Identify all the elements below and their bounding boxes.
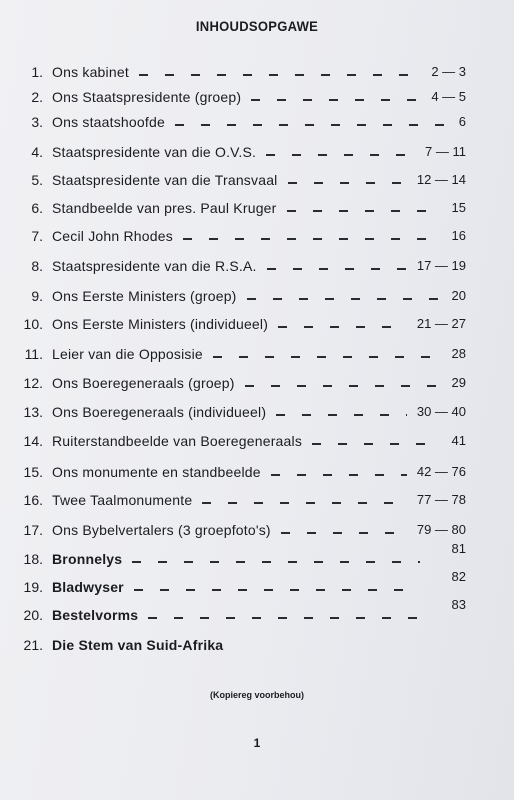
toc-entry-label: Ruiterstandbeelde van Boeregeneraals [52, 433, 303, 449]
toc-entry [0, 196, 514, 220]
toc-entry-number: 16. [23, 492, 43, 508]
toc-entry [0, 371, 514, 395]
toc-entry-label: Standbeelde van pres. Paul Kruger [52, 200, 277, 216]
toc-entry [0, 110, 514, 134]
toc-leader-dots [175, 124, 449, 126]
toc-entry-pages: 2 — 3 [431, 64, 466, 79]
toc-entry [0, 312, 514, 336]
toc-entry-label: Staatspresidente van die R.S.A. [52, 258, 257, 274]
toc-entry-pages: 79 — 80 [416, 522, 466, 537]
toc-leader-dots [245, 385, 442, 387]
toc-entry-label: Ons Eerste Ministers (individueel) [52, 316, 269, 332]
toc-entry [0, 488, 514, 512]
toc-leader-dots [247, 298, 442, 300]
toc-entry-number: 8. [31, 258, 43, 274]
toc-leader-dots [183, 238, 442, 240]
toc-entry-number: 18. [23, 551, 43, 567]
toc-leader-dots [139, 74, 421, 76]
toc-leader-dots [287, 210, 442, 212]
toc-leader-dots [288, 182, 407, 184]
toc-leader-dots [281, 532, 407, 534]
toc-leader-dots [267, 268, 407, 270]
toc-entry-number: 3. [31, 114, 43, 130]
toc-entry-pages: 17 — 19 [416, 258, 466, 273]
toc-entry-pages: 7 — 11 [425, 144, 466, 159]
toc-entry-pages: 41 [451, 433, 466, 448]
toc-entry-pages: 21 — 27 [416, 316, 466, 331]
toc-entry [0, 597, 514, 627]
toc-entry-number: 5. [31, 172, 43, 188]
toc-entry-pages: 15 [451, 200, 466, 215]
toc-entry-pages: 77 — 78 [416, 492, 466, 507]
toc-entry-number: 7. [31, 228, 43, 244]
toc-leader-dots [213, 356, 442, 358]
toc-entry-pages: 81 [451, 541, 466, 556]
toc-entry-label: Ons Bybelvertalers (3 groepfoto's) [52, 522, 271, 538]
toc-leader-dots [134, 589, 420, 591]
toc-entry-label: Ons Eerste Ministers (groep) [52, 288, 237, 304]
toc-entry-label: Ons Boeregeneraals (individueel) [52, 404, 267, 420]
toc-entry-number: 15. [23, 464, 43, 480]
toc-entry-number: 12. [23, 375, 43, 391]
toc-entry-number: 17. [23, 522, 43, 538]
toc-entry-number: 1. [31, 64, 43, 80]
toc-entry-pages: 6 [458, 114, 466, 129]
toc-entry-label: Bestelvorms [52, 607, 139, 623]
toc-leader-dots [276, 414, 407, 416]
toc-leader-dots [132, 561, 420, 563]
toc-entry-pages: 12 — 14 [416, 172, 466, 187]
toc-leader-dots [312, 443, 442, 445]
toc-entry-number: 10. [23, 316, 43, 332]
toc-entry-pages: 42 — 76 [416, 464, 466, 479]
toc-leader-dots [278, 326, 407, 328]
toc-entry [0, 60, 514, 84]
toc-leader-dots [202, 502, 407, 504]
toc-entry-number: 21. [23, 637, 43, 653]
toc-entry [0, 460, 514, 484]
toc-entry-label: Leier van die Opposisie [52, 346, 203, 362]
toc-entry-pages: 4 — 5 [431, 89, 466, 104]
toc-entry [0, 254, 514, 278]
toc-entry-label: Ons staatshoofde [52, 114, 165, 130]
toc-entry-label: Staatspresidente van die O.V.S. [52, 144, 257, 160]
toc-entry-number: 11. [24, 346, 43, 362]
toc-entry [0, 168, 514, 192]
toc-entry-label: Staatspresidente van die Transvaal [52, 172, 278, 188]
toc-entry-label: Ons monumente en standbeelde [52, 464, 261, 480]
toc-entry-pages: 29 [451, 375, 466, 390]
toc-leader-dots [148, 617, 420, 619]
toc-leader-dots [251, 99, 421, 101]
toc-entry-pages: 82 [451, 569, 466, 584]
toc-entry-pages: 28 [451, 346, 466, 361]
toc-entry-label: Bladwyser [52, 579, 124, 595]
toc-entry-number: 2. [31, 89, 43, 105]
toc-entry-pages: 30 — 40 [416, 404, 466, 419]
toc-entry-number: 14. [23, 433, 43, 449]
toc-entry [0, 224, 514, 248]
toc-entry-pages: 16 [451, 228, 466, 243]
toc-entry-label: Ons kabinet [52, 64, 129, 80]
toc-entry [0, 85, 514, 109]
toc-entry-label: Ons Staatspresidente (groep) [52, 89, 242, 105]
copyright-note: (Kopiereg voorbehou) [210, 690, 304, 700]
toc-entry [0, 342, 514, 366]
toc-entry-number: 20. [23, 607, 43, 623]
toc-entry-number: 13. [23, 404, 43, 420]
toc-entry-label: Cecil John Rhodes [52, 228, 173, 244]
toc-leader-dots [271, 474, 407, 476]
toc-entry-number: 19. [23, 579, 43, 595]
toc-entry-pages: 20 [451, 288, 466, 303]
toc-entry-pages: 83 [451, 597, 466, 612]
toc-leader-dots [266, 154, 415, 156]
toc-entry [0, 400, 514, 424]
toc-entry-label: Die Stem van Suid-Afrika [52, 637, 224, 653]
page-title: INHOUDSOPGAWE [195, 18, 319, 34]
toc-entry-number: 4. [31, 144, 43, 160]
toc-entry-number: 6. [31, 200, 43, 216]
toc-entry [0, 284, 514, 308]
toc-entry-number: 9. [31, 288, 43, 304]
toc-entry [0, 140, 514, 164]
toc-entry-label: Bronnelys [52, 551, 123, 567]
toc-entry-label: Twee Taalmonumente [52, 492, 193, 508]
toc-entry [0, 429, 514, 453]
toc-entry [0, 633, 514, 657]
page-number: 1 [253, 736, 261, 750]
toc-entry-label: Ons Boeregeneraals (groep) [52, 375, 235, 391]
